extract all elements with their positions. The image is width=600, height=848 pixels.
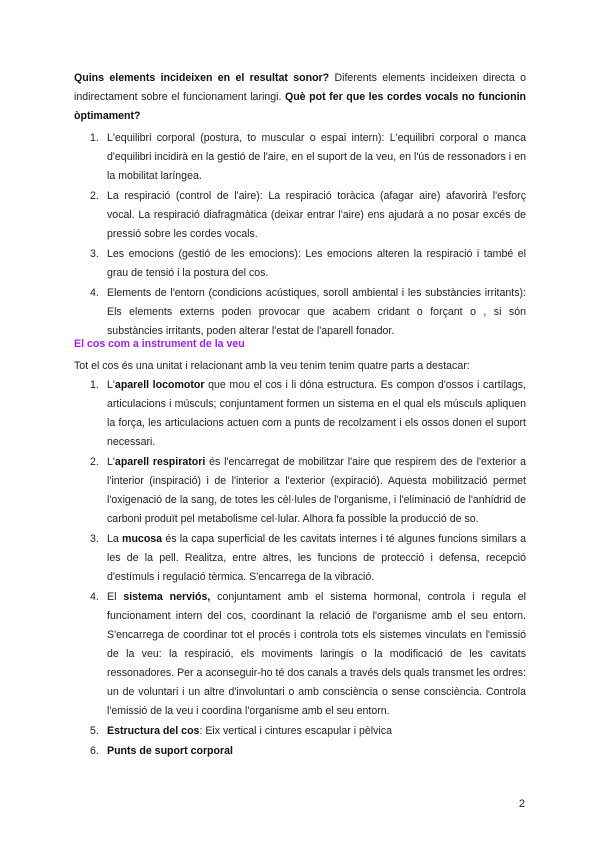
section-intro: Tot el cos és una unitat i relacionant amb la veu tenim tenim quatre parts a destacar: <box>74 360 470 372</box>
section-heading: El cos com a instrument de la veu <box>74 338 245 350</box>
list-number: 3. <box>90 248 99 260</box>
page-number: 2 <box>518 798 525 810</box>
list-item-text: Elements de l'entorn (condicions acústiques, soroll ambiental i les substàncies irritants): Els elements externs poden provocar que acabem cridant o forçant o , si són substàncies irritants, poden alterar l'estat de l'aparell fonador. <box>107 287 526 337</box>
intro-text: Diferents elements incideixen directa o indirectament sobre el funcionament laringi. <box>74 72 526 103</box>
list-number: 3. <box>90 533 99 545</box>
list-item <box>74 245 526 283</box>
list-item <box>74 129 526 186</box>
list-item-text: : Eix vertical i cintures escapular i pèlvica <box>199 725 392 737</box>
list-item-prefix: El <box>107 591 124 603</box>
list-item <box>74 722 526 741</box>
question-2: Què pot fer que les cordes vocals no funcionin òptimament? <box>74 91 526 122</box>
list-number: 2. <box>90 456 99 468</box>
list-item-term: Punts de suport corporal <box>107 745 233 757</box>
list-item-prefix: La <box>107 533 123 545</box>
list-item <box>74 187 526 244</box>
list-number: 1. <box>90 379 99 391</box>
list-item-prefix: L' <box>107 379 115 391</box>
list-item-text: L'equilibri corporal (postura, to muscular o espai intern): L'equilibri corporal o manca d'equilibri incidirà en la gestió de l'aire, en el suport de la veu, en l'ús de ressonadors i en la mobilitat laríngea. <box>107 132 526 182</box>
list-number: 4. <box>90 591 99 603</box>
list-item-prefix: L' <box>107 456 115 468</box>
list-item <box>74 376 526 452</box>
list-item <box>74 742 526 761</box>
list-item-text: és l'encarregat de mobilitzar l'aire que respirem des de l'exterior a l'interior (inspiració) i de l'interior a l'exterior (expiració). Aquesta mobilització permet l'oxigenació de la sang, de totes les cèl·lules de l'organisme, i l'eliminació de l'anhídrid de carboni produït pel metabolisme cel·lular. Alhora fa possible la producció de so. <box>107 456 526 525</box>
list-item-term: mucosa <box>122 533 163 545</box>
list-item-term: Estructura del cos <box>107 725 200 737</box>
list-item-term: aparell locomotor <box>114 379 205 391</box>
list-item-text: La respiració (control de l'aire): La respiració toràcica (afagar aire) afavorirà l'esforç vocal. La respiració diafragmàtica (deixar entrar l'aire) ens ajudarà a no posar excés de pressió sobre les cordes vocals. <box>107 190 526 240</box>
factors-list <box>74 129 526 342</box>
list-number: 2. <box>90 190 99 202</box>
intro-paragraph <box>74 69 526 126</box>
body-parts-list <box>74 376 526 762</box>
list-item-term: sistema nerviós, <box>123 591 211 603</box>
list-number: 6. <box>90 745 99 757</box>
question-1: Quins elements incideixen en el resultat sonor? <box>74 72 330 84</box>
list-item-term: aparell respiratori <box>114 456 206 468</box>
list-item <box>74 530 526 587</box>
list-item <box>74 588 526 721</box>
list-number: 1. <box>90 132 99 144</box>
list-item-text: és la capa superficial de les cavitats internes i té algunes funcions similars a les de la pell. Realitza, entre altres, les funcions de protecció i defensa, recepció d'estímuls i regulació tèrmica. S'encarrega de la vibració. <box>107 533 526 583</box>
list-item-text: conjuntament amb el sistema hormonal, controla i regula el funcionament intern del cos, coordinant la relació de l'organisme amb el seu entorn. S'encarrega de coordinar tot el procés i controla tots els sistemes vinculats en l'emissió de la veu: la respiració, els moviments laringis o la modificació de les cavitats ressonadores. Per a aconseguir-ho té dos canals a través dels quals transmet les ordres: un de voluntari i un altre d'involuntari o amb consciència o sense consciència. Controla l'emissió de la veu i coordina l'organisme amb el seu entorn. <box>107 591 526 717</box>
list-item-text: Les emocions (gestió de les emocions): Les emocions alteren la respiració i també el grau de tensió i la postura del cos. <box>107 248 526 279</box>
list-number: 5. <box>90 725 99 737</box>
list-item <box>74 284 526 341</box>
list-item-text: que mou el cos i li dóna estructura. Es compon d'ossos i cartílags, articulacions i músculs; conjuntament formen un sistema en el qual els músculs apliquen la força, les articulacions actuen com a punts de recolzament i els ossos donen el suport necessari. <box>107 379 526 448</box>
list-item <box>74 453 526 529</box>
list-number: 4. <box>90 287 99 299</box>
